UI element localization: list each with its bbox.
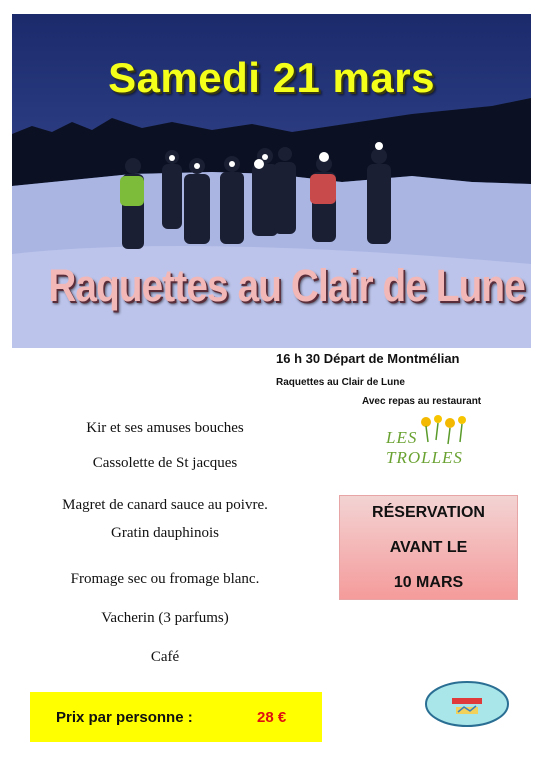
event-subtitle: Raquettes au Clair de Lune — [276, 377, 405, 388]
menu-item-cafe: Café — [150, 649, 180, 665]
menu-item-gratin: Gratin dauphinois — [111, 525, 219, 541]
menu-item-fromage: Fromage sec ou fromage blanc. — [70, 571, 260, 587]
price-label: Prix par personne : — [56, 709, 193, 726]
price-box — [30, 692, 322, 742]
reservation-box — [339, 495, 518, 600]
montagne-logo — [424, 680, 510, 728]
reservation-line-1: RÉSERVATION — [372, 504, 485, 521]
les-trolles-logo — [386, 414, 496, 467]
logo-name: LES TROLLES — [386, 428, 463, 467]
event-title: Raquettes au Clair de Lune — [48, 260, 525, 311]
night-snowshoe-photo — [12, 14, 531, 348]
price-value: 28 € — [257, 709, 287, 726]
meal-info: Avec repas au restaurant — [362, 396, 482, 407]
date-title: Samedi 21 mars — [108, 54, 435, 101]
reservation-line-2: AVANT LE — [389, 539, 468, 556]
departure-info: 16 h 30 Départ de Montmélian — [276, 351, 460, 366]
green-jacket — [120, 176, 144, 206]
menu-item-magret: Magret de canard sauce au poivre. — [62, 497, 268, 513]
menu-item-cassolette: Cassolette de St jacques — [92, 455, 238, 471]
menu-item-vacherin: Vacherin (3 parfums) — [101, 610, 229, 626]
reservation-line-3: 10 MARS — [393, 574, 464, 591]
red-jacket — [310, 174, 336, 204]
menu-item-kir: Kir et ses amuses bouches — [86, 420, 244, 436]
montagne-logo-icon — [424, 680, 510, 728]
